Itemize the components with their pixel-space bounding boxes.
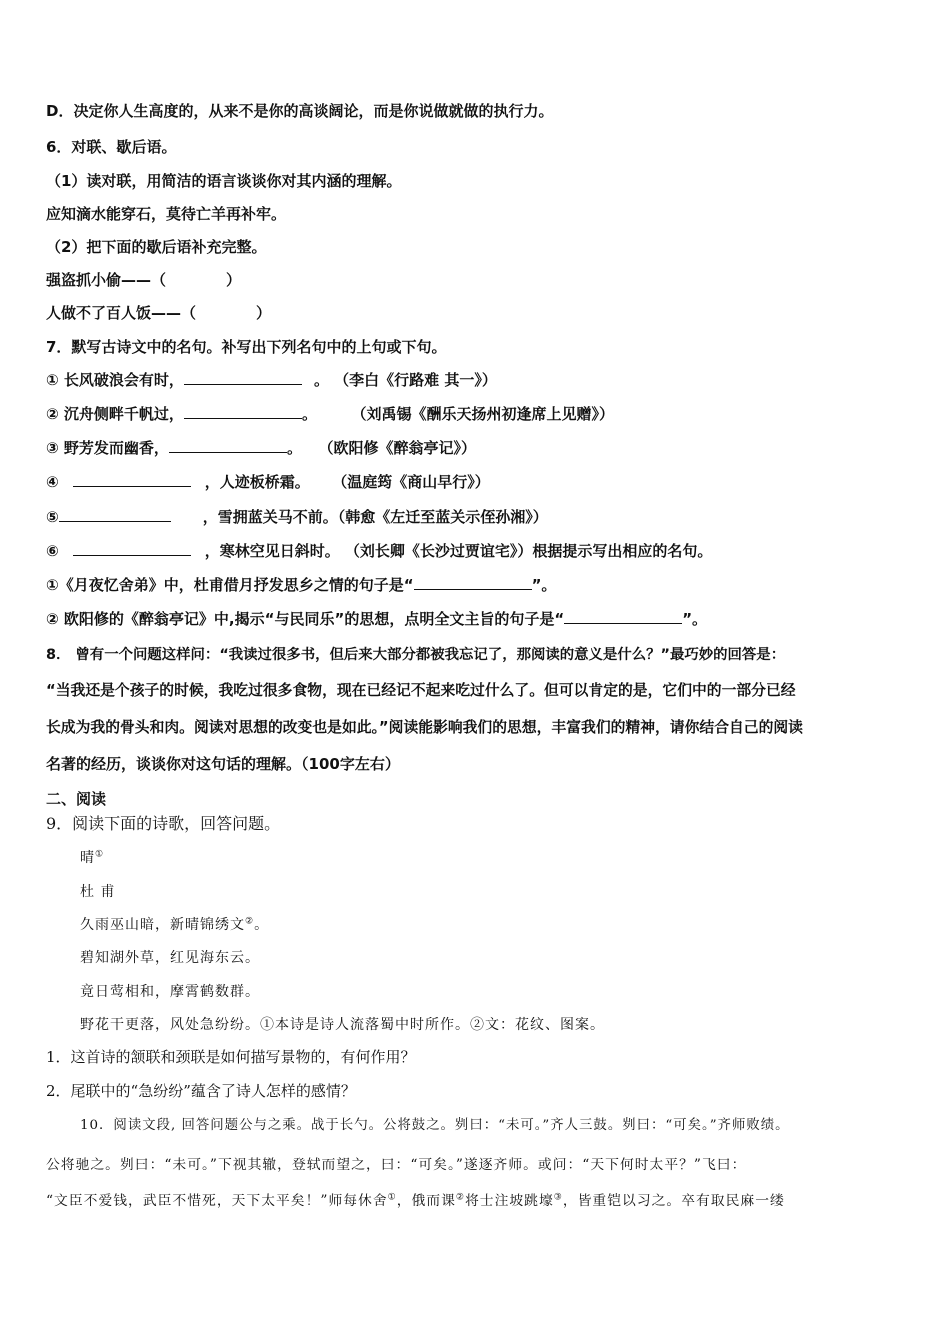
couplet-text: 应知滴水能穿石，莫待亡羊再补牢。 <box>46 205 287 223</box>
fill-end: ”。 <box>531 576 557 594</box>
fill-period: 。 <box>286 439 302 457</box>
answer-blank <box>564 609 682 624</box>
poem-fill-5 <box>46 507 548 527</box>
fill-end: ”。 <box>682 610 708 628</box>
question-8-line-1: 8． 曾有一个问题这样问：“我读过很多书，但后来大部分都被我忘记了，那阅读的意义是什么？”最巧妙的回答是： <box>46 647 786 663</box>
fill-text: ，人迹板桥霜。 <box>204 473 310 491</box>
question-6-part-2: （2）把下面的歇后语补充完整。 <box>46 238 267 256</box>
footnote-mark: ① <box>95 849 105 860</box>
fill-text: ，雪拥蓝关马不前。（韩愈《左迁至蓝关示侄孙湘》） <box>202 508 548 526</box>
close-paren: ） <box>226 271 242 289</box>
poem-line-1 <box>80 915 269 935</box>
poem-line-4-notes: 野花干更落，风处急纷纷。①本诗是诗人流落蜀中时所作。②文：花纹、图案。 <box>80 1017 605 1033</box>
question-8-line-2: “当我还是个孩子的时候，我吃过很多食物，现在已经记不起来吃过什么了。但可以肯定的是，它们中的一部分已经 <box>46 682 796 699</box>
passage-text: “文臣不爱钱，武臣不惜死，天下太平矣！”师每休舍 <box>46 1193 388 1209</box>
question-10-line-2: 公将驰之。刿曰：“未可。”下视其辙，登轼而望之，曰：“可矣。”遂逐齐师。或问：“天下何时太平？”飞曰： <box>46 1157 747 1173</box>
question-8-line-3: 长成为我的骨头和肉。阅读对思想的改变也是如此。”阅读能影响我们的思想，丰富我们的精神，请你结合自己的阅读 <box>46 719 803 736</box>
xiehouyu-2-text: 人做不了百人饭——（ <box>46 304 197 322</box>
fill-source: 。 （李白《行路难 其一》） <box>313 371 497 389</box>
question-6-part-1: （1）读对联，用简洁的语言谈谈你对其内涵的理解。 <box>46 172 402 190</box>
question-9-1: 1．这首诗的颔联和颈联是如何描写景物的，有何作用？ <box>46 1048 416 1066</box>
fill-prompt: ③ 野芳发而幽香， <box>46 439 169 457</box>
option-d: D．决定你人生高度的，从来不是你的高谈阔论，而是你说做就做的执行力。 <box>46 102 554 120</box>
poem-fill-7 <box>46 575 556 595</box>
section-reading-heading: 二、阅读 <box>46 790 107 808</box>
poem-line-2: 碧知湖外草，红见海东云。 <box>80 950 260 966</box>
poem-title-text: 晴 <box>80 850 95 866</box>
xiehouyu-2 <box>46 303 271 323</box>
passage-text: ，俄而课 <box>396 1193 456 1209</box>
poem-author: 杜 甫 <box>80 884 116 900</box>
fill-number: ⑥ <box>46 542 59 560</box>
poem-title <box>80 848 104 868</box>
fill-number: ④ <box>46 473 59 491</box>
question-8-line-4: 名著的经历，谈谈你对这句话的理解。（100字左右） <box>46 755 400 773</box>
fill-number: ⑤ <box>46 508 59 526</box>
fill-prompt: ② 欧阳修的《醉翁亭记》中,揭示“与民同乐”的思想，点明全文主旨的句子是“ <box>46 610 565 628</box>
fill-source: （刘禹锡《酬乐天扬州初逢席上见赠》） <box>358 405 614 423</box>
answer-blank <box>59 507 171 522</box>
poem-fill-8 <box>46 609 707 629</box>
question-10-line-1: 10．阅读文段, 回答问题公与之乘。战于长勺。公将鼓之。刿曰：“未可。”齐人三鼓。刿曰：“可矣。”齐师败绩。 <box>80 1118 790 1133</box>
poem-line-end: 。 <box>254 917 270 933</box>
fill-period: 。 <box>301 405 317 423</box>
poem-fill-2 <box>46 404 614 424</box>
footnote-mark: ② <box>245 916 255 927</box>
answer-blank <box>169 438 287 453</box>
passage-text: 将士注坡跳壕 <box>464 1193 554 1209</box>
poem-fill-3 <box>46 438 476 458</box>
xiehouyu-1-text: 强盗抓小偷——（ <box>46 271 167 289</box>
question-6-title: 6．对联、歇后语。 <box>46 138 177 156</box>
answer-blank <box>73 541 191 556</box>
fill-prompt: ① 长风破浪会有时， <box>46 371 184 389</box>
fill-prompt: ①《月夜忆舍弟》中，杜甫借月抒发思乡之情的句子是“ <box>46 576 414 594</box>
fill-text: ，寒林空见日斜时。 （刘长卿《长沙过贾谊宅》）根据提示写出相应的名句。 <box>204 542 713 560</box>
answer-blank <box>184 370 302 385</box>
fill-source: （欧阳修《醉翁亭记》） <box>325 439 476 457</box>
footnote-mark: ③ <box>553 1192 563 1203</box>
answer-blank <box>73 472 191 487</box>
poem-fill-6 <box>46 541 712 561</box>
xiehouyu-1 <box>46 270 241 290</box>
close-paren: ） <box>256 304 272 322</box>
answer-blank <box>184 404 302 419</box>
fill-prompt: ② 沉舟侧畔千帆过， <box>46 405 184 423</box>
footnote-mark: ② <box>455 1192 465 1203</box>
fill-source: （温庭筠《商山早行》） <box>339 473 490 491</box>
question-9-2: 2．尾联中的“急纷纷”蕴含了诗人怎样的感情？ <box>46 1082 356 1100</box>
poem-line-3: 竟日莺相和，摩霄鹤数群。 <box>80 984 260 1000</box>
poem-line-text: 久雨巫山暗，新晴锦绣文 <box>80 917 245 933</box>
poem-fill-4 <box>46 472 490 492</box>
question-10-line-3 <box>46 1191 785 1211</box>
passage-text: ，皆重铠以习之。卒有取民麻一缕 <box>562 1193 785 1209</box>
question-9-title: 9．阅读下面的诗歌，回答问题。 <box>46 814 281 833</box>
answer-blank <box>414 575 532 590</box>
footnote-mark: ① <box>387 1192 397 1203</box>
poem-fill-1 <box>46 370 497 390</box>
question-7-title: 7．默写古诗文中的名句。补写出下列名句中的上句或下句。 <box>46 338 447 356</box>
